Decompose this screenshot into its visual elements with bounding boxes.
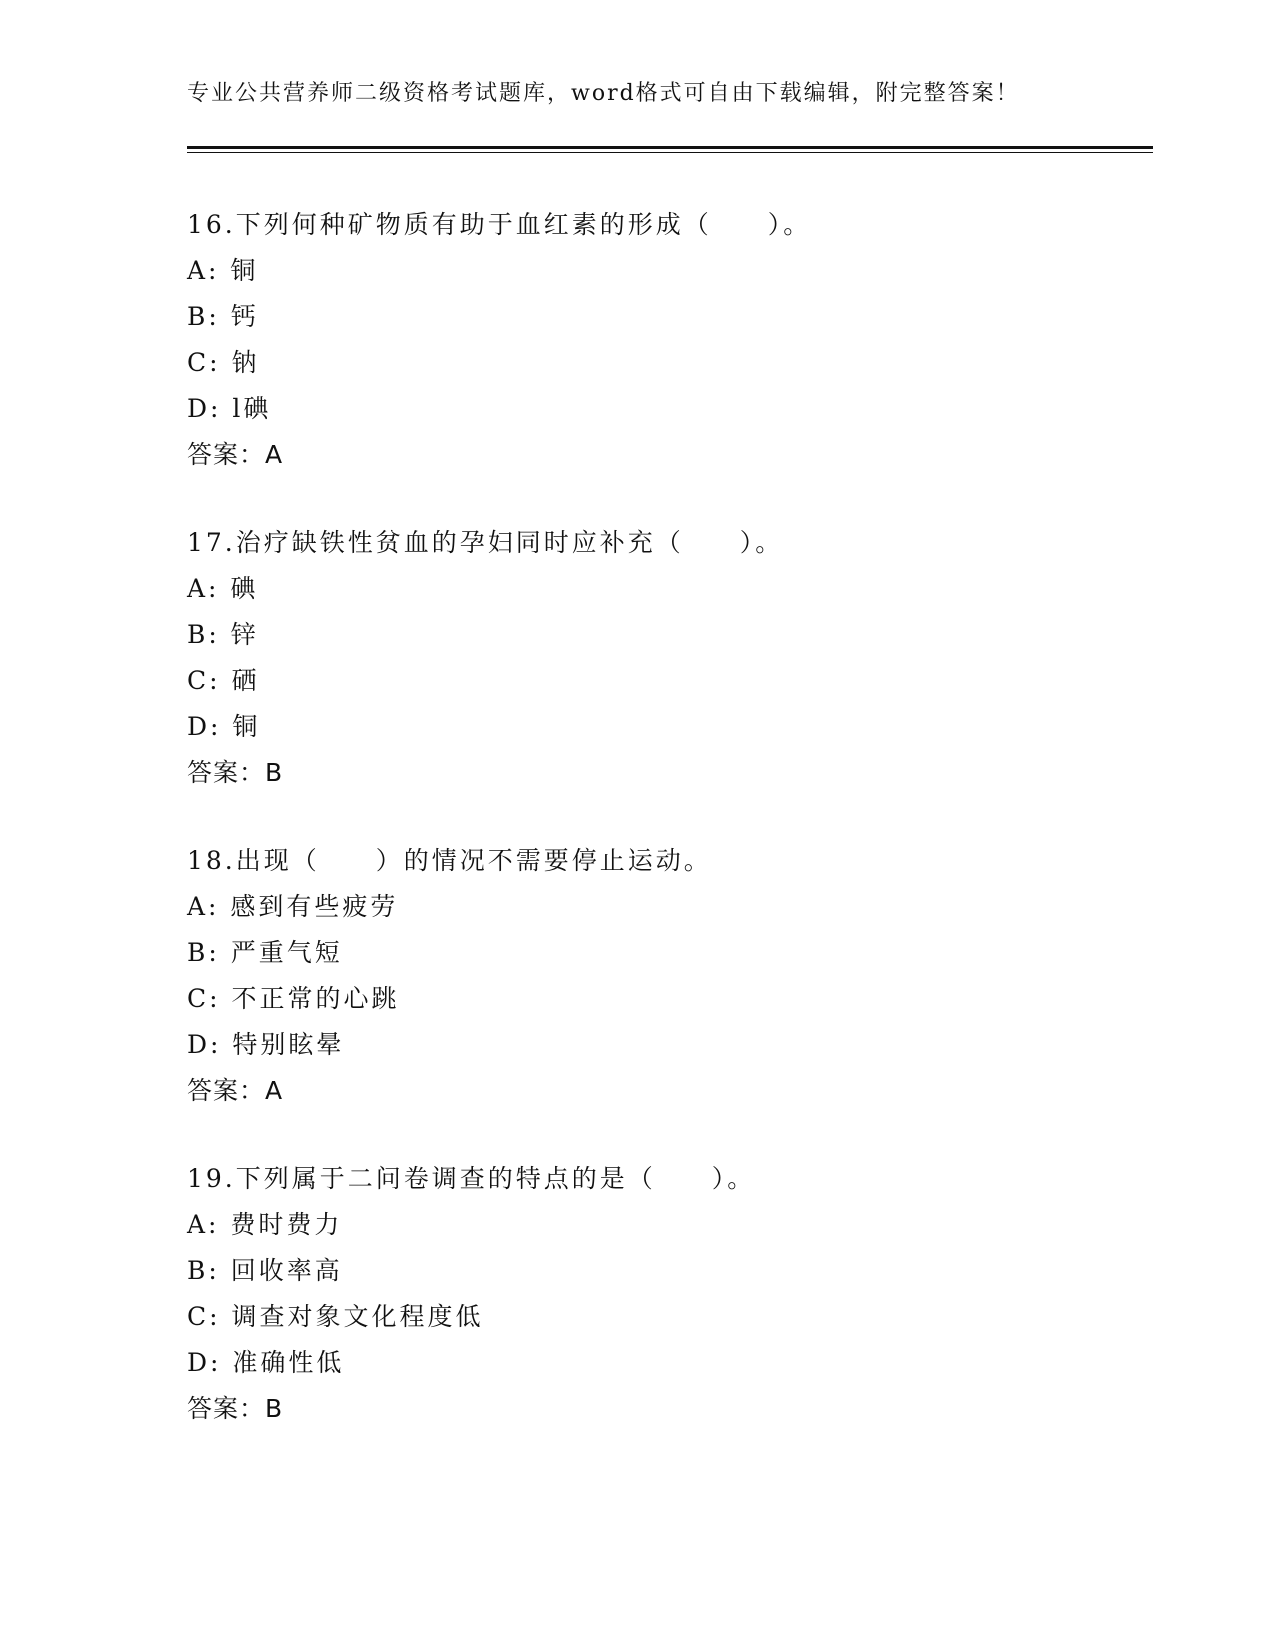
option-b: B: 钙	[187, 302, 259, 331]
option-a: A: 感到有些疲劳	[187, 892, 399, 921]
question-16	[187, 202, 1147, 478]
option-c: C: 硒	[187, 666, 260, 695]
option-d: D: 准确性低	[187, 1348, 345, 1377]
option-a: A: 铜	[187, 256, 259, 285]
question-18	[187, 838, 1147, 1114]
option-b: B: 锌	[187, 620, 259, 649]
header-rule-thin	[187, 152, 1153, 153]
answer: 答案：A	[187, 1076, 284, 1105]
option-a: A: 费时费力	[187, 1210, 343, 1239]
question-stem: 17.治疗缺铁性贫血的孕妇同时应补充（ ）。	[187, 528, 784, 557]
option-c: C: 钠	[187, 348, 260, 377]
option-c: C: 不正常的心跳	[187, 984, 400, 1013]
question-17	[187, 520, 1147, 796]
question-19	[187, 1156, 1147, 1432]
answer: 答案：B	[187, 1394, 284, 1423]
option-d: D: 铜	[187, 712, 261, 741]
question-stem: 16.下列何种矿物质有助于血红素的形成（ ）。	[187, 210, 812, 239]
answer: 答案：B	[187, 758, 284, 787]
page-header: 专业公共营养师二级资格考试题库，word格式可自由下载编辑，附完整答案！	[187, 81, 1020, 106]
option-c: C: 调查对象文化程度低	[187, 1302, 484, 1331]
question-stem: 18.出现（ ）的情况不需要停止运动。	[187, 846, 712, 875]
header-rule-thick	[187, 146, 1153, 149]
answer: 答案：A	[187, 440, 284, 469]
question-stem: 19.下列属于二问卷调查的特点的是（ ）。	[187, 1164, 756, 1193]
option-d: D: l碘	[187, 394, 272, 423]
option-d: D: 特别眩晕	[187, 1030, 345, 1059]
option-b: B: 回收率高	[187, 1256, 343, 1285]
option-a: A: 碘	[187, 574, 259, 603]
option-b: B: 严重气短	[187, 938, 343, 967]
